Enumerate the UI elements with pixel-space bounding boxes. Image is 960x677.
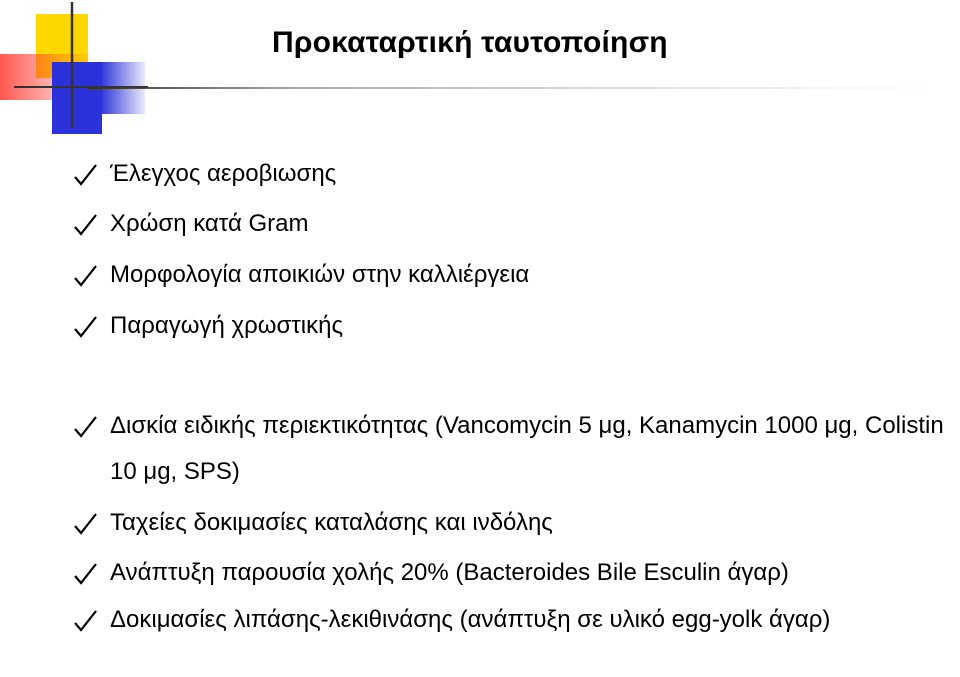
checkmark-icon <box>72 151 100 197</box>
checkmark-icon <box>72 500 100 546</box>
checkmark-icon <box>72 201 100 247</box>
bullet-item <box>72 597 952 643</box>
bullet-text: Δοκιμασίες λιπάσης-λεκιθινάσης (ανάπτυξη σε υλικό egg-yolk άγαρ) <box>110 606 831 633</box>
checkmark-icon <box>72 403 100 449</box>
checkmark-icon <box>72 303 100 349</box>
bullet-item <box>72 252 952 298</box>
bullet-text: Παραγωγή χρωστικής <box>110 312 344 339</box>
bullet-item <box>72 151 952 197</box>
checkmark-icon <box>72 597 100 643</box>
bullet-item <box>72 303 952 349</box>
bullet-item <box>72 403 952 495</box>
bullet-text: Δισκία ειδικής περιεκτικότητας (Vancomycin 5 μg, Kanamycin 1000 μg, Colistin 10 μg, SPS) <box>110 412 944 485</box>
slide-title: Προκαταρτική ταυτοποίηση <box>272 26 668 59</box>
bullet-text: Μορφολογία αποικιών στην καλλιέργεια <box>110 261 530 288</box>
bullet-text: Έλεγχος αεροβιωσης <box>110 160 337 187</box>
blue-square <box>52 62 102 134</box>
bullet-text: Χρώση κατά Gram <box>110 210 309 237</box>
checkmark-icon <box>72 550 100 596</box>
title-rule <box>88 87 948 89</box>
bullet-item <box>72 500 952 546</box>
bullet-item <box>72 550 952 596</box>
corner-decoration <box>0 0 150 140</box>
bullet-text: Ταχείες δοκιμασίες καταλάσης και ινδόλης <box>110 509 553 536</box>
bullet-item <box>72 201 952 247</box>
bullet-text: Ανάπτυξη παρουσία χολής 20% (Bacteroides Bile Esculin άγαρ) <box>110 559 789 586</box>
checkmark-icon <box>72 252 100 298</box>
